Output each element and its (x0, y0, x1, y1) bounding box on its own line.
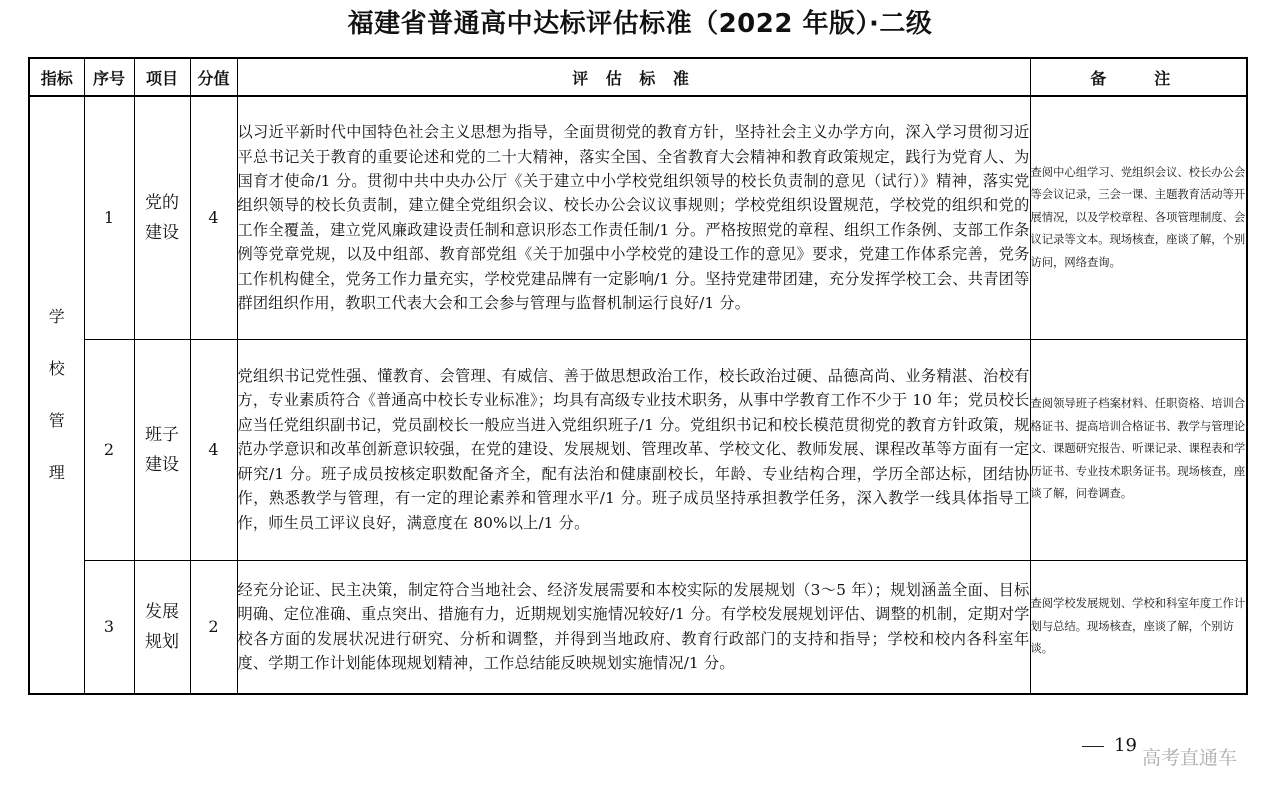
project-label-line: 党的 (145, 192, 179, 213)
score-cell: 4 (190, 339, 237, 560)
indicator-char: 管 (48, 411, 65, 430)
header-note: 备 注 (1030, 58, 1247, 96)
header-seq: 序号 (84, 58, 134, 96)
header-criteria: 评 估 标 准 (237, 58, 1030, 96)
table-row (29, 96, 1247, 339)
project-label-line: 建设 (145, 454, 179, 475)
evaluation-standard-table (28, 57, 1248, 695)
criteria-cell: 以习近平新时代中国特色社会主义思想为指导，全面贯彻党的教育方针，坚持社会主义办学方向，深入学习贯彻习近平总书记关于教育的重要论述和党的二十大精神，落实全国、全省教育大会精神和教育政策规定，践行为党育人、为国育才使命/1 分。贯彻中共中央办公厅《关于建立中小学校党组织领导的校长负责制的意见（试行）》精神，落实党组织领导的校长负责制，建立健全党组织会议、校长办公会议议事规则；学校党组织设置规范，学校党的组织和党的工作全覆盖，建立党风廉政建设责任制和意识形态工作责任制/1 分。严格按照党的章程、组织工作条例、支部工作条例等党章党规，以及中组部、教育部党组《关于加强中小学校党的建设工作的意见》要求，党建工作体系完善，党务工作机构健全，党务工作力量充实，学校党建品牌有一定影响/1 分。坚持党建带团建，充分发挥学校工会、共青团等群团组织作用，教职工代表大会和工会参与管理与监督机制运行良好/1 分。 (237, 96, 1030, 339)
note-cell: 查阅领导班子档案材料、任职资格、培训合格证书、提高培训合格证书、教学与管理论文、课题研究报告、听课记录、课程表和学历证书、专业技术职务证书。现场核查，座谈了解，问卷调查。 (1030, 339, 1247, 560)
project-cell (134, 339, 190, 560)
project-cell (134, 560, 190, 694)
criteria-cell: 党组织书记党性强、懂教育、会管理、有威信、善于做思想政治工作，校长政治过硬、品德高尚、业务精湛、治校有方，专业素质符合《普通高中校长专业标准》；均具有高级专业技术职务，从事中学教育工作不少于 10 年；党员校长应当任党组织副书记，党员副校长一般应当进入党组织班子/1 分。党组织书记和校长模范贯彻党的教育方针政策，规范办学意识和改革创新意识较强，在党的建设、发展规划、管理改革、学校文化、教师发展、课程改革等方面有一定研究/1 分。班子成员按核定职数配备齐全，配有法治和健康副校长，年龄、专业结构合理，学历全部达标，团结协作，熟悉教学与管理，有一定的理论素养和管理水平/1 分。班子成员坚持承担教学任务，深入教学一线具体指导工作，师生员工评议良好，满意度在 80%以上/1 分。 (237, 339, 1030, 560)
project-label-line: 规划 (145, 631, 179, 652)
page-number (1082, 735, 1137, 756)
header-indicator: 指标 (29, 58, 84, 96)
seq-cell: 1 (84, 96, 134, 339)
indicator-char: 理 (48, 463, 65, 482)
seq-cell: 2 (84, 339, 134, 560)
score-cell: 2 (190, 560, 237, 694)
table-header-row (29, 58, 1247, 96)
seq-cell: 3 (84, 560, 134, 694)
header-score: 分值 (190, 58, 237, 96)
page-title: 福建省普通高中达标评估标准（2022 年版）·二级 (347, 9, 933, 39)
page-number-dash (1082, 746, 1104, 747)
indicator-char: 校 (48, 359, 65, 378)
page-number-value: 19 (1114, 735, 1137, 756)
note-cell: 查阅学校发展规划、学校和科室年度工作计划与总结。现场核查，座谈了解，个别访谈。 (1030, 560, 1247, 694)
project-label-line: 班子 (145, 424, 179, 445)
watermark: 高考直通车 (1142, 747, 1238, 769)
indicator-char: 学 (48, 307, 65, 326)
project-cell (134, 96, 190, 339)
note-cell: 查阅中心组学习、党组织会议、校长办公会等会议记录，三会一课、主题教育活动等开展情况，以及学校章程、各项管理制度、会议记录等文本。现场核查，座谈了解，个别访问，网络查询。 (1030, 96, 1247, 339)
project-label-line: 发展 (145, 601, 179, 622)
project-label-line: 建设 (145, 222, 179, 243)
header-project: 项目 (134, 58, 190, 96)
table-row (29, 560, 1247, 694)
criteria-cell: 经充分论证、民主决策，制定符合当地社会、经济发展需要和本校实际的发展规划（3～5 年）；规划涵盖全面、目标明确、定位准确、重点突出、措施有力，近期规划实施情况较好/1 分。有学校发展规划评估、调整的机制，定期对学校各方面的发展状况进行研究、分析和调整，并得到当地政府、教育行政部门的支持和指导；学校和校内各科室年度、学期工作计划能体现规划精神，工作总结能反映规划实施情况/1 分。 (237, 560, 1030, 694)
table-row (29, 339, 1247, 560)
indicator-cell (29, 96, 84, 694)
score-cell: 4 (190, 96, 237, 339)
